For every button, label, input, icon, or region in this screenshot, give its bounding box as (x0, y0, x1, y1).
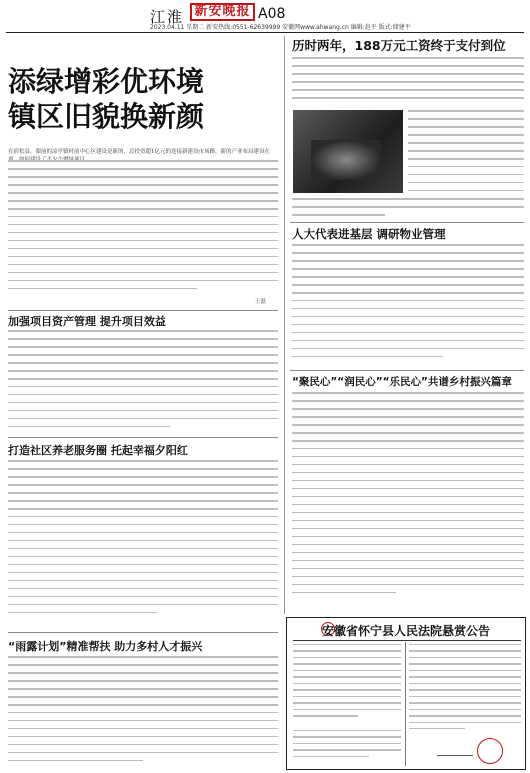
news-photo (293, 110, 403, 193)
notice-signature-line (437, 746, 473, 756)
notice-debtor-info (293, 730, 401, 766)
story-headline-wages: 历时两年，188万元工资终于支付到位 (292, 38, 506, 53)
lead-headline-line2: 镇区旧貌换新颜 (8, 100, 205, 133)
lead-headline (8, 64, 278, 134)
notice-title-rule (293, 640, 521, 641)
newspaper-logo: 新安晚报 (190, 3, 255, 21)
column-divider (284, 36, 285, 614)
story-body-wages-side (408, 110, 524, 198)
lead-headline-line1: 添绿增彩优环境 (8, 65, 205, 98)
story-headline-rain-plan: “雨露计划”精准帮扶 助力多村人才振兴 (8, 640, 203, 653)
section-divider (290, 222, 524, 223)
masthead-divider (6, 32, 524, 33)
court-reward-notice (286, 617, 526, 770)
section-divider (8, 437, 278, 438)
story-headline-property-mgmt: 人大代表进基层 调研物业管理 (292, 227, 446, 241)
lead-byline: 王磊 (255, 299, 267, 305)
masthead-section-name: 江淮 (150, 8, 185, 26)
lead-body-text (8, 160, 278, 310)
notice-column-divider (405, 642, 406, 766)
section-divider (290, 370, 524, 371)
notice-body-left (293, 644, 401, 728)
story-body-wages-top (292, 57, 524, 107)
story-body-asset-management (8, 330, 278, 435)
section-divider (8, 310, 278, 311)
story-headline-rural-revival: “聚民心”“润民心”“乐民心”共谱乡村振兴篇章 (292, 376, 512, 388)
section-divider (8, 632, 278, 633)
story-headline-elderly-care: 打造社区养老服务圈 托起幸福夕阳红 (8, 444, 188, 457)
story-body-wages-bottom (292, 198, 524, 223)
story-body-rain-plan (8, 656, 278, 768)
story-body-elderly-care (8, 460, 278, 625)
story-body-property-mgmt (292, 244, 524, 369)
masthead-info-line: 2023.04.11 星期二 新安热线:0551-62639999 安徽网www.ahwang.cn 编辑:赵平 版式:储建平 (150, 24, 411, 31)
court-seal-icon (477, 738, 503, 764)
story-body-rural-revival (292, 392, 524, 614)
story-headline-asset-management: 加强项目资产管理 提升项目效益 (8, 315, 166, 328)
page-number: A08 (258, 6, 286, 22)
notice-title: 安徽省怀宁县人民法院悬赏公告 (321, 624, 490, 638)
lead-body-intro: 在宿松县，眼前的凉亭镇村前中心区建设是新的，总投资超1亿元的连接新建设市场路，新的产业布局建设在 (8, 149, 271, 155)
notice-body-right (409, 644, 521, 740)
